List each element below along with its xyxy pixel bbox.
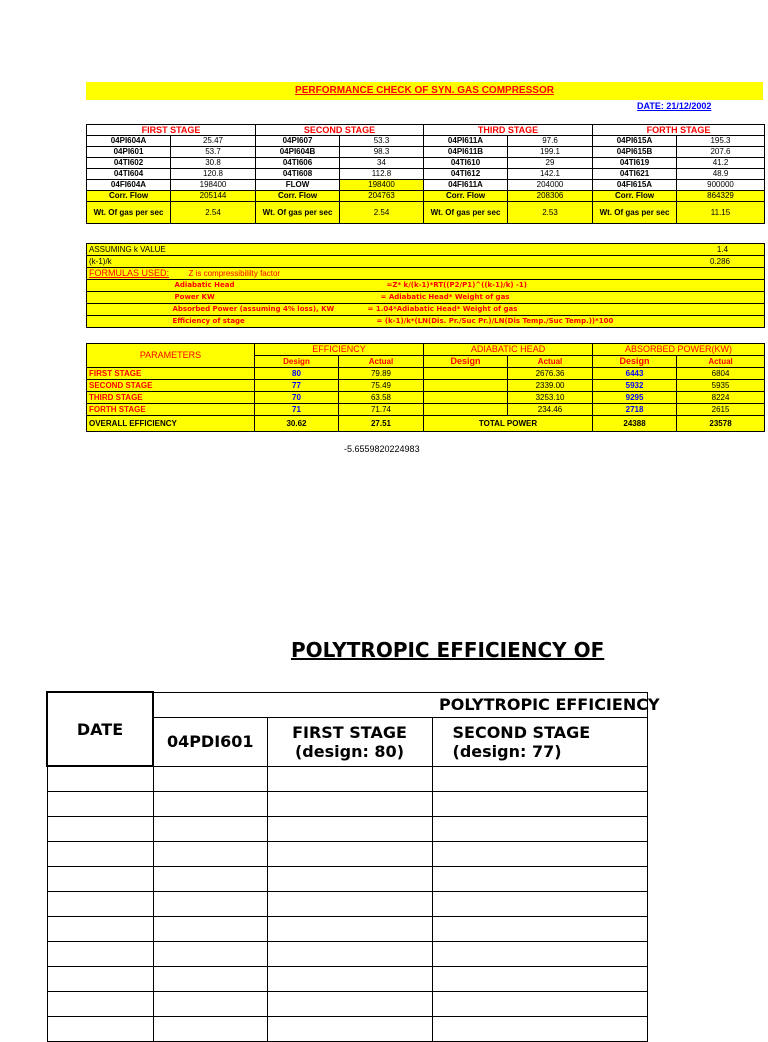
wt-gas-value: 2.54: [340, 202, 424, 224]
tag-cell: 04FI611A: [424, 180, 508, 191]
polytropic-table-wrap: [46, 691, 660, 1024]
cell[interactable]: [432, 792, 647, 817]
wt-gas-value: 11.15: [677, 202, 765, 224]
tag-cell: 04TI608: [256, 169, 340, 180]
cell[interactable]: [153, 917, 267, 942]
cell[interactable]: [267, 942, 432, 967]
ah-design: [424, 380, 508, 392]
adiabatic-head-group: ADIABATIC HEAD: [424, 344, 593, 356]
eff-design: 77: [255, 380, 339, 392]
wt-gas-label: Wt. Of gas per sec: [256, 202, 340, 224]
tag-cell: 04PI615A: [593, 136, 677, 147]
cell[interactable]: [153, 967, 267, 992]
cell[interactable]: [153, 1017, 267, 1042]
formula-name: Adiabatic Head: [171, 280, 471, 292]
corr-flow-value: 208306: [508, 191, 593, 202]
tag-cell: 04TI602: [87, 158, 171, 169]
parameters-table: [86, 343, 765, 432]
ap-design: 9295: [593, 392, 677, 404]
ah-design: [424, 368, 508, 380]
eff-actual: 79.89: [339, 368, 424, 380]
cell[interactable]: [47, 892, 153, 917]
cell[interactable]: [432, 842, 647, 867]
cell[interactable]: [153, 842, 267, 867]
eff-design: 70: [255, 392, 339, 404]
wt-gas-row: [87, 202, 765, 224]
polytropic-header-row: [47, 692, 647, 717]
ah-design: [424, 404, 508, 416]
total-power-actual: 23578: [677, 416, 765, 432]
tag-cell: 04FI604A: [87, 180, 171, 191]
params-group-row: [87, 344, 765, 356]
value-cell: 199.1: [508, 147, 593, 158]
cell[interactable]: [153, 817, 267, 842]
tag-cell: 04PI611A: [424, 136, 508, 147]
tag-cell: FLOW: [256, 180, 340, 191]
value-cell: 53.3: [340, 136, 424, 147]
value-cell-highlight: 198400: [340, 180, 424, 191]
cell[interactable]: [267, 867, 432, 892]
stage-row: [87, 158, 765, 169]
report-title-bar: [86, 82, 763, 100]
k1k-value: 0.286: [471, 256, 765, 268]
corr-flow-value: 204763: [340, 191, 424, 202]
polytropic-row: [47, 992, 647, 1017]
formula-expr: = Adiabatic Head* Weight of gas: [380, 293, 510, 301]
k-value: 1.4: [471, 244, 765, 256]
polytropic-row: [47, 892, 647, 917]
tag-cell: 04TI619: [593, 158, 677, 169]
k-value-label: ASSUMING k VALUE: [87, 244, 471, 256]
tag-cell: 04PI611B: [424, 147, 508, 158]
corr-flow-value: 864329: [677, 191, 765, 202]
cell[interactable]: [153, 942, 267, 967]
stage-header-third: THIRD STAGE: [424, 125, 593, 136]
efficiency-group: EFFICIENCY: [255, 344, 424, 356]
cell[interactable]: [153, 867, 267, 892]
ap-actual: 8224: [677, 392, 765, 404]
tag-cell: 04PI615B: [593, 147, 677, 158]
polytropic-row: [47, 917, 647, 942]
stage-row: [87, 147, 765, 158]
corr-flow-label: Corr. Flow: [593, 191, 677, 202]
parameters-label: PARAMETERS: [87, 344, 255, 368]
formula-expr-cell: [386, 280, 765, 292]
ap-design: 6443: [593, 368, 677, 380]
polytropic-row: [47, 1017, 647, 1042]
polytropic-row: [47, 766, 647, 792]
cell[interactable]: [47, 817, 153, 842]
formula-expr: = (k-1)/k*(LN(Dis. Pr./Suc Pr.)/LN(Dis Temp./Suc Temp.))*100: [376, 317, 614, 325]
corr-flow-value: 205144: [171, 191, 256, 202]
value-cell: 48.9: [677, 169, 765, 180]
tag-cell: 04PI601: [87, 147, 171, 158]
absorbed-power-group: ABSORBED POWER(KW): [593, 344, 765, 356]
cell[interactable]: [267, 766, 432, 792]
polytropic-row: [47, 967, 647, 992]
cell[interactable]: [47, 967, 153, 992]
formula-expr: =Z* k/(k-1)*RT((P2/P1)^((k-1)/k) -1): [386, 281, 527, 289]
stage-header-second: SECOND STAGE: [256, 125, 424, 136]
cell[interactable]: [432, 766, 647, 792]
z-note: Z is compressibililty factor: [171, 268, 765, 280]
sub-actual: Actual: [677, 356, 765, 368]
param-stage-name: FIRST STAGE: [87, 368, 255, 380]
overall-efficiency-label: OVERALL EFFICIENCY: [87, 416, 255, 432]
sub-design: Design: [424, 356, 508, 368]
value-cell: 195.3: [677, 136, 765, 147]
cell[interactable]: [432, 917, 647, 942]
eff-design: 71: [255, 404, 339, 416]
formula-row: [87, 316, 765, 328]
report-date: DATE: 21/12/2002: [637, 101, 712, 111]
tag-cell: 04TI604: [87, 169, 171, 180]
ah-actual: 2676.36: [508, 368, 593, 380]
formula-name: Absorbed Power (assuming 4% loss), KW: [171, 304, 471, 316]
overall-design: 30.62: [255, 416, 339, 432]
value-cell: 207.6: [677, 147, 765, 158]
param-stage-name: THIRD STAGE: [87, 392, 255, 404]
polytropic-row: [47, 842, 647, 867]
cell[interactable]: [267, 1017, 432, 1042]
corr-flow-label: Corr. Flow: [87, 191, 171, 202]
cell[interactable]: [267, 792, 432, 817]
stray-value: -5.6559820224983: [344, 444, 420, 454]
wt-gas-value: 2.54: [171, 202, 256, 224]
value-cell: 30.8: [171, 158, 256, 169]
overall-actual: 27.51: [339, 416, 424, 432]
tag-cell: 04TI621: [593, 169, 677, 180]
formulas-label: FORMULAS USED:: [87, 268, 171, 280]
param-row: [87, 404, 765, 416]
cell[interactable]: [47, 917, 153, 942]
total-power-design: 24388: [593, 416, 677, 432]
cell[interactable]: [432, 1017, 647, 1042]
polytropic-row: [47, 867, 647, 892]
ah-actual: 2339.00: [508, 380, 593, 392]
value-cell: 142.1: [508, 169, 593, 180]
cell[interactable]: [153, 992, 267, 1017]
cell[interactable]: [153, 792, 267, 817]
wt-gas-value: 2.53: [508, 202, 593, 224]
cell[interactable]: [47, 992, 153, 1017]
cell[interactable]: [267, 917, 432, 942]
overall-row: [87, 416, 765, 432]
corr-flow-label: Corr. Flow: [424, 191, 508, 202]
date-header: DATE: [47, 692, 153, 766]
value-cell: 97.6: [508, 136, 593, 147]
stage-header-row: [87, 125, 765, 136]
tag-cell: 04TI610: [424, 158, 508, 169]
stage-header-forth: FORTH STAGE: [593, 125, 765, 136]
k1k-label: (k-1)/k: [87, 256, 471, 268]
stage-row: [87, 180, 765, 191]
polytropic-group-header: POLYTROPIC EFFICIENCY: [153, 692, 647, 717]
tag-cell: 04TI606: [256, 158, 340, 169]
cell[interactable]: [153, 766, 267, 792]
eff-actual: 63.58: [339, 392, 424, 404]
cell[interactable]: [432, 892, 647, 917]
param-stage-name: SECOND STAGE: [87, 380, 255, 392]
formula-row: [87, 292, 765, 304]
cell[interactable]: [432, 967, 647, 992]
cell[interactable]: [267, 992, 432, 1017]
ap-design: 2718: [593, 404, 677, 416]
cell[interactable]: [47, 766, 153, 792]
report-title: PERFORMANCE CHECK OF SYN. GAS COMPRESSOR: [295, 85, 554, 96]
cell[interactable]: [432, 867, 647, 892]
sub-actual: Actual: [339, 356, 424, 368]
formula-name: Efficiency of stage: [171, 316, 471, 328]
formula-row: [87, 280, 765, 292]
stage-header-first: FIRST STAGE: [87, 125, 256, 136]
value-cell: 204000: [508, 180, 593, 191]
stage-row: [87, 136, 765, 147]
k1k-row: [87, 256, 765, 268]
cell[interactable]: [47, 792, 153, 817]
eff-actual: 75.49: [339, 380, 424, 392]
cell[interactable]: [47, 842, 153, 867]
assumptions-table: [86, 243, 765, 328]
cell[interactable]: [153, 892, 267, 917]
cell[interactable]: [432, 817, 647, 842]
polytropic-row: [47, 942, 647, 967]
tag-cell: 04TI612: [424, 169, 508, 180]
k-value-row: [87, 244, 765, 256]
tag-cell: 04PI604A: [87, 136, 171, 147]
param-stage-name: FORTH STAGE: [87, 404, 255, 416]
value-cell: 41.2: [677, 158, 765, 169]
eff-design: 80: [255, 368, 339, 380]
formula-row: [87, 304, 765, 316]
polytropic-row: [47, 817, 647, 842]
polytropic-table: [46, 691, 660, 1042]
value-cell: 34: [340, 158, 424, 169]
tag-cell: 04PI604B: [256, 147, 340, 158]
param-row: [87, 380, 765, 392]
value-cell: 900000: [677, 180, 765, 191]
stage-row: [87, 169, 765, 180]
col-second-stage: SECOND STAGE (design: 77): [432, 717, 647, 766]
value-cell: 25.47: [171, 136, 256, 147]
ap-actual: 6804: [677, 368, 765, 380]
sub-design: Design: [255, 356, 339, 368]
cell[interactable]: [47, 942, 153, 967]
value-cell: 112.8: [340, 169, 424, 180]
total-power-label: TOTAL POWER: [424, 416, 593, 432]
tag-cell: 04FI615A: [593, 180, 677, 191]
value-cell: 198400: [171, 180, 256, 191]
corr-flow-row: [87, 191, 765, 202]
formulas-header-row: [87, 268, 765, 280]
formula-expr-cell: [376, 316, 765, 328]
eff-actual: 71.74: [339, 404, 424, 416]
cell[interactable]: [267, 842, 432, 867]
ap-actual: 2615: [677, 404, 765, 416]
param-row: [87, 368, 765, 380]
value-cell: 53.7: [171, 147, 256, 158]
polytropic-title: POLYTROPIC EFFICIENCY OF: [291, 638, 605, 662]
stage-readings-table: [86, 124, 765, 224]
cell[interactable]: [432, 992, 647, 1017]
cell[interactable]: [432, 942, 647, 967]
cell[interactable]: [47, 1017, 153, 1042]
value-cell: 98.3: [340, 147, 424, 158]
formula-expr: = 1.04*Adiabatic Head* Weight of gas: [367, 305, 518, 313]
value-cell: 29: [508, 158, 593, 169]
ah-design: [424, 392, 508, 404]
ah-actual: 234.46: [508, 404, 593, 416]
formula-expr-cell: [367, 304, 765, 316]
ap-design: 5932: [593, 380, 677, 392]
param-row: [87, 392, 765, 404]
cell[interactable]: [267, 892, 432, 917]
formula-name: Power KW: [171, 292, 471, 304]
ap-actual: 5935: [677, 380, 765, 392]
cell[interactable]: [47, 867, 153, 892]
value-cell: 120.8: [171, 169, 256, 180]
corr-flow-label: Corr. Flow: [256, 191, 340, 202]
ah-actual: 3253.10: [508, 392, 593, 404]
formula-expr-cell: [380, 292, 765, 304]
polytropic-row: [47, 792, 647, 817]
wt-gas-label: Wt. Of gas per sec: [593, 202, 677, 224]
wt-gas-label: Wt. Of gas per sec: [87, 202, 171, 224]
col-04pdi601: 04PDI601: [153, 717, 267, 766]
tag-cell: 04PI607: [256, 136, 340, 147]
col-first-stage: FIRST STAGE (design: 80): [267, 717, 432, 766]
sub-actual: Actual: [508, 356, 593, 368]
cell[interactable]: [267, 817, 432, 842]
cell[interactable]: [267, 967, 432, 992]
sub-design: Design: [593, 356, 677, 368]
wt-gas-label: Wt. Of gas per sec: [424, 202, 508, 224]
